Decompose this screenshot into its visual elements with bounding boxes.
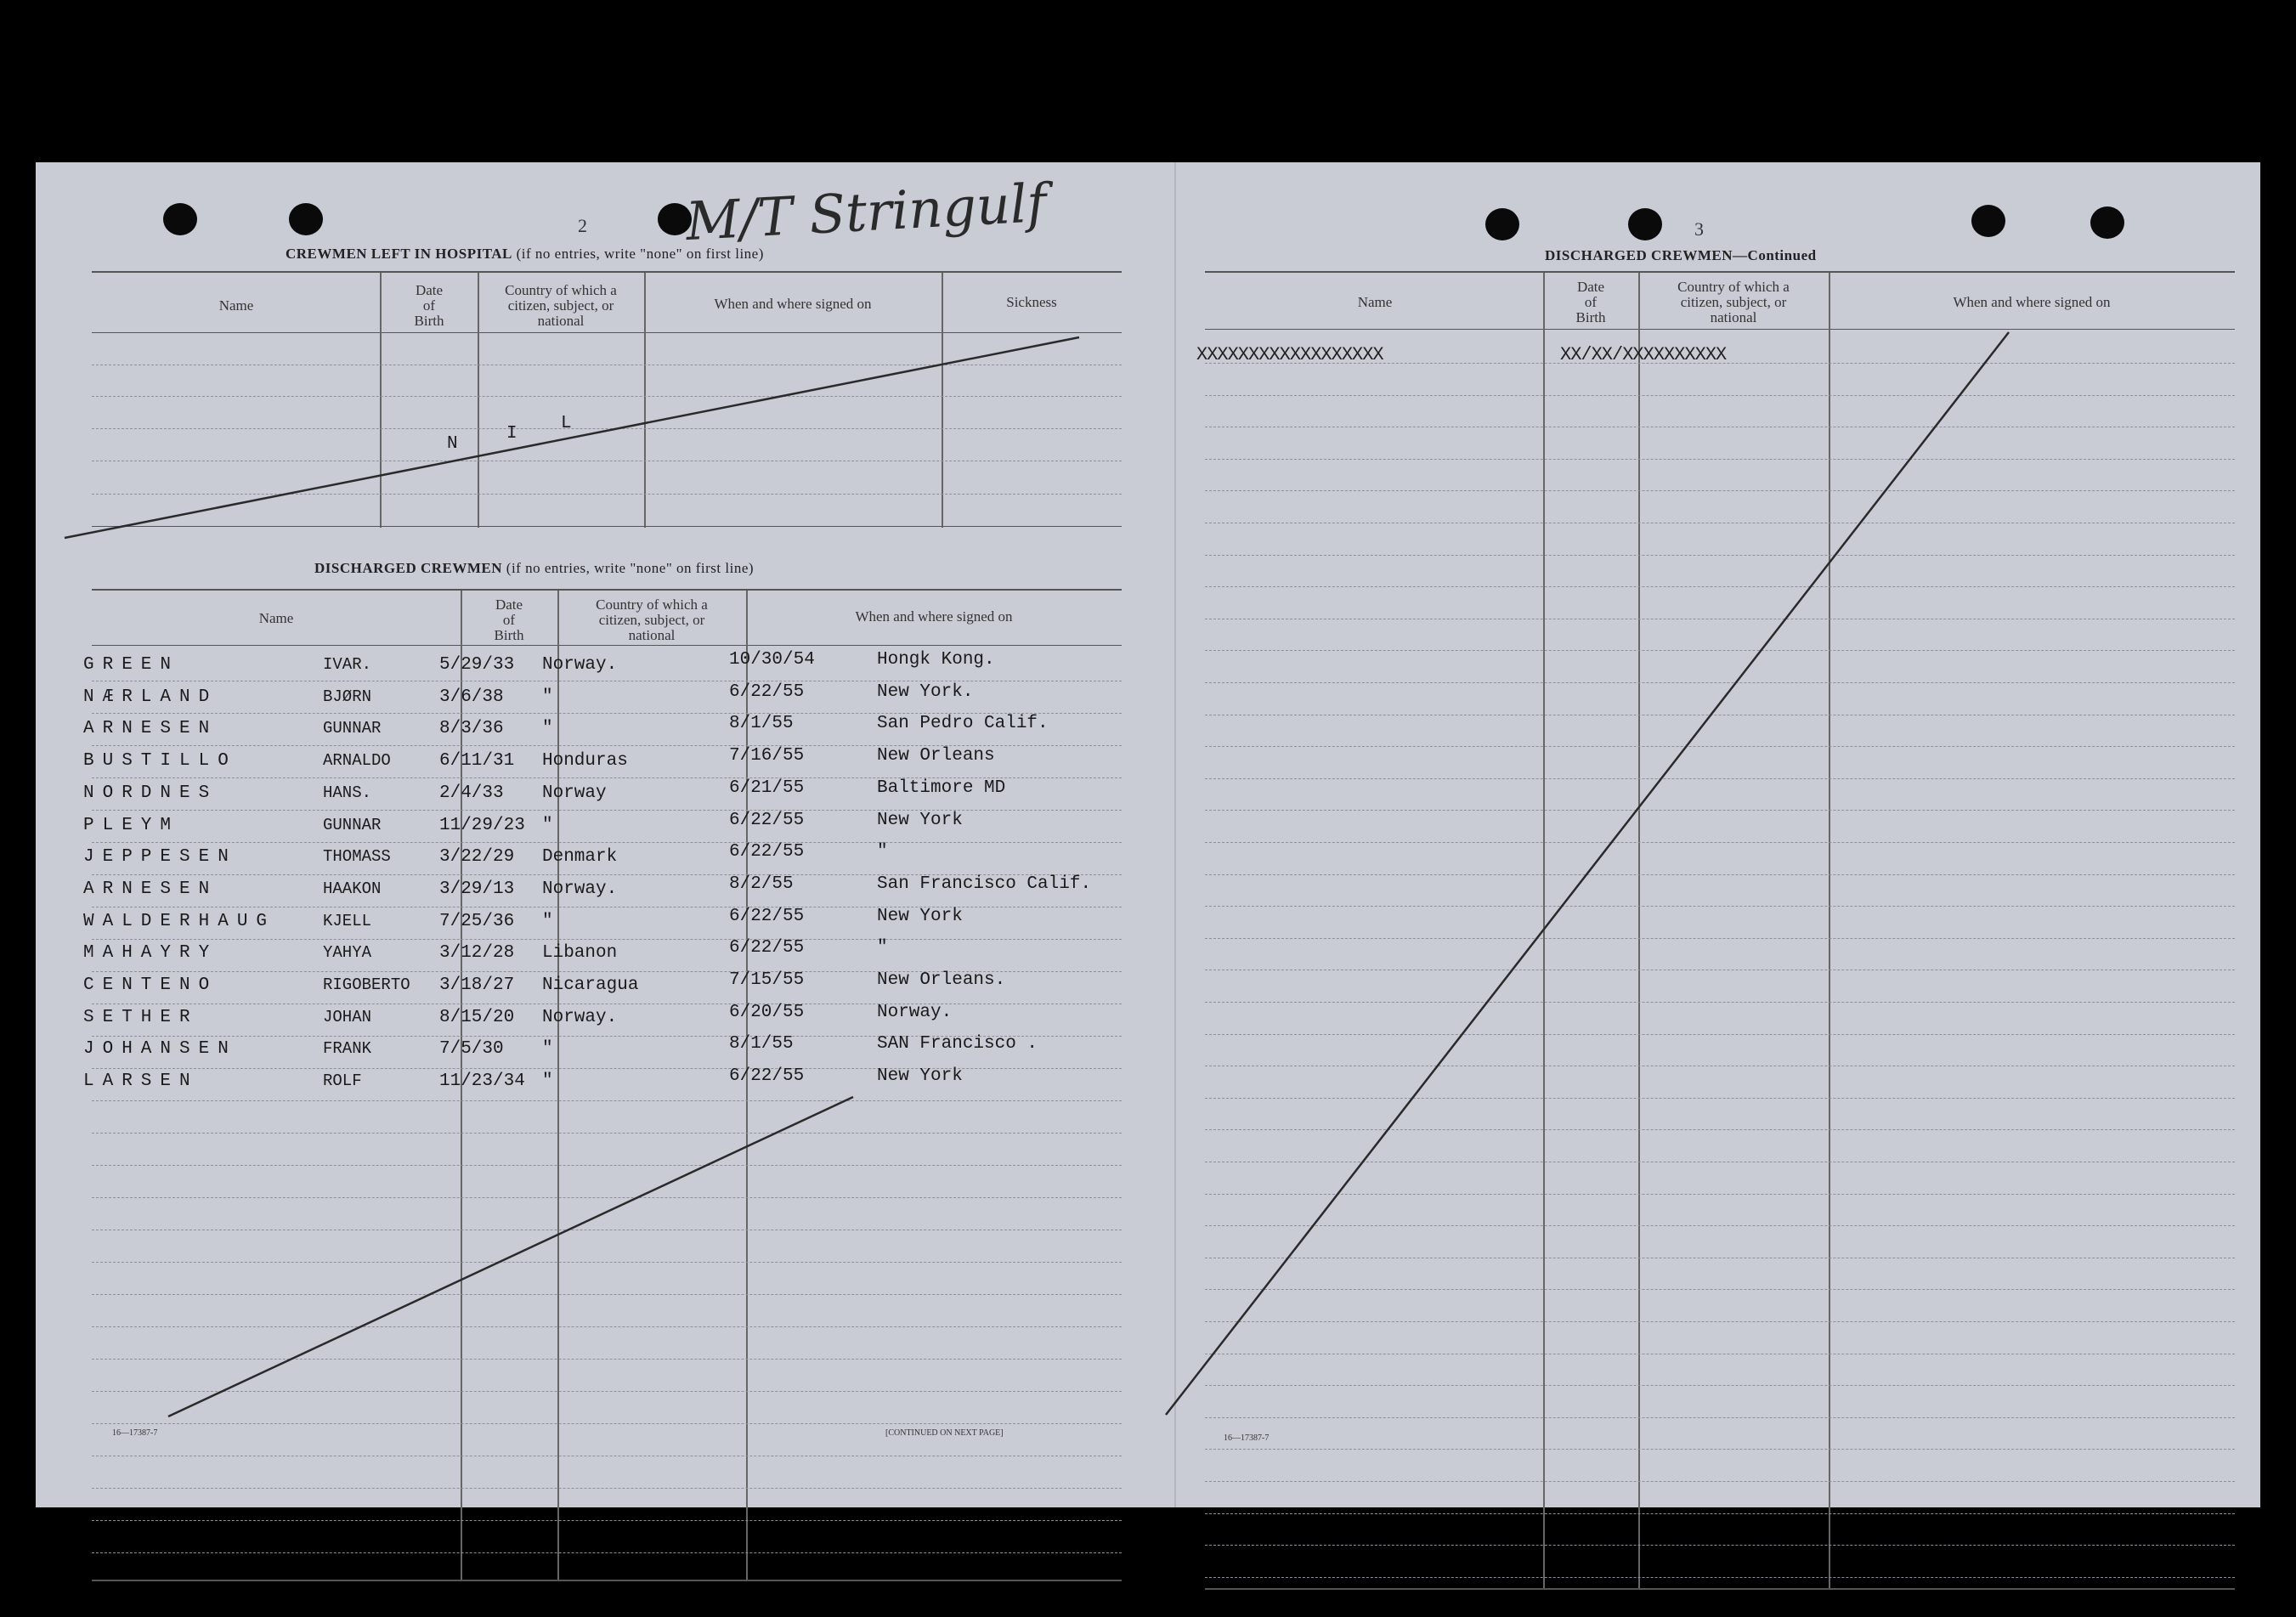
discharged-cancel-line: [168, 1097, 853, 1416]
crew-surname: MAHAYRY: [83, 943, 218, 964]
crew-signed-place: San Francisco Calif.: [877, 874, 1092, 894]
crew-country: ": [542, 687, 553, 707]
hospital-section-title: CREWMEN LEFT IN HOSPITAL (if no entries, write "none" on first line): [286, 246, 764, 262]
continued-note: [CONTINUED ON NEXT PAGE]: [885, 1428, 1004, 1438]
crew-signed-place: Norway.: [877, 1002, 953, 1022]
crew-signed-date: 6/22/55: [729, 810, 805, 830]
ruled-line: [1205, 1513, 2235, 1514]
ruled-line: [92, 1552, 1122, 1553]
crew-signed-place: Baltimore MD: [877, 777, 1006, 798]
crew-signed-place: New Orleans: [877, 746, 995, 766]
nil-letter-l: L: [561, 414, 572, 433]
crew-surname: JOHANSEN: [83, 1039, 237, 1060]
crew-surname: JEPPESEN: [83, 847, 237, 868]
crew-given-name: HANS.: [323, 783, 372, 802]
nil-letter-n: N: [447, 434, 458, 454]
crew-given-name: ROLF: [323, 1071, 362, 1091]
crew-signed-place: SAN Francisco .: [877, 1034, 1038, 1054]
discharged-section-title: DISCHARGED CREWMEN (if no entries, write "none" on first line): [314, 560, 755, 576]
crew-signed-date: 10/30/54: [729, 650, 815, 670]
crew-surname: ARNESEN: [83, 719, 218, 739]
crew-surname: CENTENO: [83, 975, 218, 995]
crew-signed-date: 7/16/55: [729, 746, 805, 766]
crew-signed-date: 6/20/55: [729, 1002, 805, 1022]
crew-country: ": [542, 1039, 553, 1060]
crew-country: Norway.: [542, 1007, 618, 1027]
crew-date-of-birth: 7/25/36: [439, 911, 515, 931]
crew-country: Nicaragua: [542, 975, 639, 995]
hospital-header-name: Name: [218, 297, 254, 314]
crew-given-name: THOMASS: [323, 847, 391, 867]
crew-signed-date: 8/2/55: [729, 874, 794, 894]
nil-letter-i: I: [506, 424, 517, 444]
crew-date-of-birth: 2/4/33: [439, 783, 504, 803]
crew-surname: LARSEN: [83, 1071, 199, 1092]
crew-signed-place: ": [877, 938, 888, 958]
crew-date-of-birth: 11/23/34: [439, 1071, 525, 1092]
crew-country: ": [542, 719, 553, 739]
crew-date-of-birth: 8/15/20: [439, 1007, 515, 1027]
crew-date-of-birth: 5/29/33: [439, 655, 515, 675]
hospital-cancel-line: [65, 337, 1079, 538]
crew-signed-date: 6/22/55: [729, 906, 805, 926]
form-sheet: [36, 162, 2260, 1507]
crew-signed-place: New York: [877, 906, 963, 926]
crew-signed-date: 8/1/55: [729, 1034, 794, 1054]
crew-surname: SETHER: [83, 1007, 199, 1027]
crew-surname: NORDNES: [83, 783, 218, 803]
form-number-right: 16—17387-7: [1224, 1433, 1270, 1443]
cancellation-lines: [36, 162, 2260, 1507]
discharged-bottom-rule: [92, 1580, 1122, 1581]
crew-country: ": [542, 911, 553, 931]
crew-surname: NÆRLAND: [83, 687, 218, 707]
ruled-line: [1205, 1577, 2235, 1578]
crew-country: Norway: [542, 783, 607, 803]
crew-date-of-birth: 3/6/38: [439, 687, 504, 707]
crew-country: Libanon: [542, 943, 618, 964]
crew-signed-place: Hongk Kong.: [877, 650, 995, 670]
right-page-number: 3: [1694, 218, 1704, 240]
continued-bottom-rule: [1205, 1588, 2235, 1590]
crew-signed-date: 6/22/55: [729, 681, 805, 702]
crew-date-of-birth: 3/22/29: [439, 847, 515, 868]
hospital-header-dob: Date of Birth: [414, 282, 444, 329]
crew-surname: GREEN: [83, 655, 180, 675]
crew-country: Denmark: [542, 847, 618, 868]
crew-date-of-birth: 3/12/28: [439, 943, 515, 964]
crew-country: Norway.: [542, 655, 618, 675]
crew-given-name: KJELL: [323, 911, 372, 930]
crew-date-of-birth: 7/5/30: [439, 1039, 504, 1060]
handwritten-vessel-name: M/T Stringulf: [684, 171, 1049, 253]
ruled-line: [92, 1520, 1122, 1521]
crew-date-of-birth: 3/18/27: [439, 975, 515, 995]
continued-cancel-line: [1166, 332, 2009, 1415]
crew-date-of-birth: 8/3/36: [439, 719, 504, 739]
continued-header-dob: Date of Birth: [1575, 279, 1606, 325]
hospital-header-sickness: Sickness: [1006, 294, 1057, 310]
crew-given-name: YAHYA: [323, 943, 372, 963]
crew-signed-place: New York: [877, 1066, 963, 1087]
crew-country: ": [542, 1071, 553, 1092]
crew-signed-place: New York: [877, 810, 963, 830]
discharged-header-name: Name: [258, 610, 294, 626]
crew-surname: ARNESEN: [83, 879, 218, 899]
crew-given-name: BJØRN: [323, 687, 372, 706]
discharged-header-signed: When and where signed on: [855, 608, 1013, 625]
crew-signed-date: 6/22/55: [729, 1066, 805, 1087]
crew-given-name: GUNNAR: [323, 815, 382, 834]
crew-date-of-birth: 6/11/31: [439, 751, 515, 772]
crew-signed-date: 6/22/55: [729, 842, 805, 862]
left-page-number: 2: [578, 215, 587, 236]
discharged-header-country: Country of which a citizen, subject, or national: [596, 596, 708, 643]
crew-given-name: HAAKON: [323, 879, 382, 898]
crew-given-name: RIGOBERTO: [323, 975, 410, 994]
crew-signed-date: 7/15/55: [729, 970, 805, 990]
crew-given-name: JOHAN: [323, 1007, 372, 1026]
discharged-header-dob: Date of Birth: [494, 596, 524, 643]
crew-given-name: FRANK: [323, 1039, 372, 1059]
hospital-header-country: Country of which a citizen, subject, or national: [505, 282, 617, 329]
crew-country: ": [542, 815, 553, 835]
crew-surname: BUSTILLO: [83, 751, 237, 772]
continued-header-name: Name: [1357, 294, 1393, 310]
crew-signed-date: 8/1/55: [729, 714, 794, 734]
struck-out-dob: XX/XX/XXXXXXXXXX: [1560, 344, 1727, 365]
crew-signed-place: San Pedro Calif.: [877, 714, 1049, 734]
form-number-left: 16—17387-7: [112, 1428, 158, 1438]
crew-given-name: GUNNAR: [323, 719, 382, 738]
continued-section-title: DISCHARGED CREWMEN—Continued: [1545, 247, 1817, 263]
crew-signed-place: New York.: [877, 681, 974, 702]
struck-out-name: XXXXXXXXXXXXXXXXXX: [1196, 344, 1383, 365]
hospital-header-signed: When and where signed on: [714, 296, 872, 312]
crew-signed-place: New Orleans.: [877, 970, 1006, 990]
crew-country: Honduras: [542, 751, 628, 772]
crew-signed-place: ": [877, 842, 888, 862]
crew-given-name: IVAR.: [323, 655, 372, 674]
crew-date-of-birth: 11/29/23: [439, 815, 525, 835]
crew-signed-date: 6/22/55: [729, 938, 805, 958]
continued-header-country: Country of which a citizen, subject, or national: [1677, 279, 1790, 325]
continued-header-signed: When and where signed on: [1953, 294, 2111, 310]
crew-signed-date: 6/21/55: [729, 777, 805, 798]
crew-country: Norway.: [542, 879, 618, 899]
ruled-line: [1205, 1545, 2235, 1546]
crew-surname: PLEYM: [83, 815, 180, 835]
crew-given-name: ARNALDO: [323, 751, 391, 771]
crew-surname: WALDERHAUG: [83, 911, 276, 931]
crew-date-of-birth: 3/29/13: [439, 879, 515, 899]
